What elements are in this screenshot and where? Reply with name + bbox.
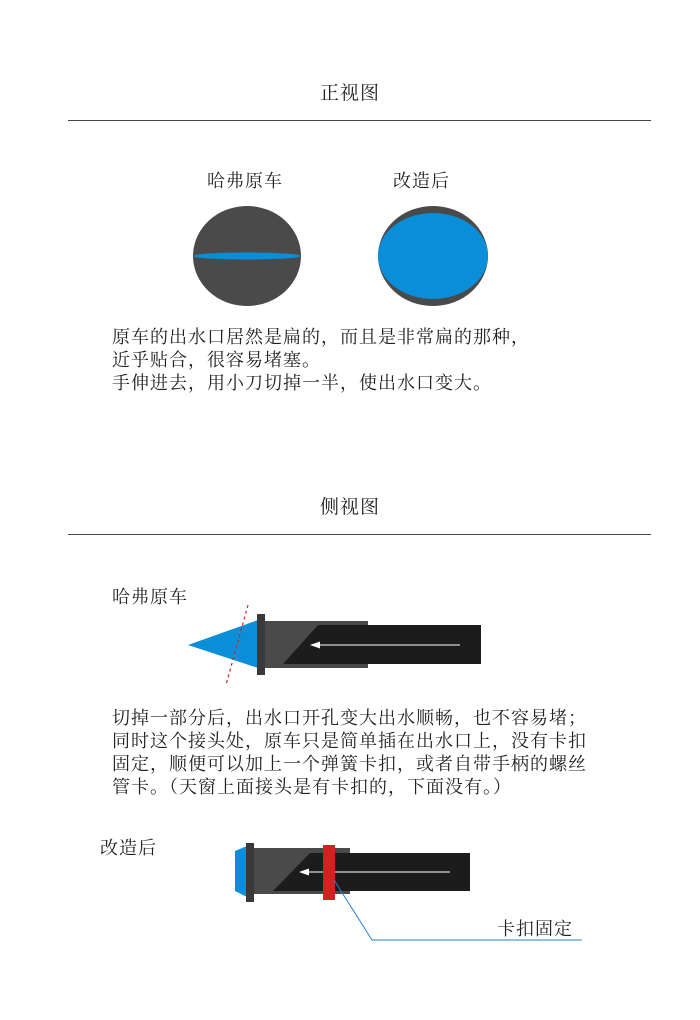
side-original-assembly xyxy=(188,605,481,685)
nozzle-flange-original xyxy=(257,614,265,675)
front-modified-outlet xyxy=(378,206,488,306)
side-view-title: 侧视图 xyxy=(319,496,380,518)
flat-water-slit xyxy=(193,253,301,260)
description-line: 管卡。（天窗上面接头是有卡扣的，下面没有。） xyxy=(112,777,512,798)
front-modified-label: 改造后 xyxy=(393,171,450,192)
front-original-label: 哈弗原车 xyxy=(207,171,283,192)
enlarged-water-opening xyxy=(378,213,488,299)
description-line: 固定，顺便可以加上一个弹簧卡扣，或者自带手柄的螺丝 xyxy=(112,754,587,775)
side-view-description xyxy=(112,707,587,799)
description-line: 同时这个接头处，原车只是简单插在出水口上，没有卡扣 xyxy=(112,731,587,752)
description-line: 原车的出水口居然是扁的，而且是非常扁的那种， xyxy=(112,327,530,348)
spring-clip xyxy=(323,845,335,900)
description-line: 近乎贴合，很容易堵塞。 xyxy=(112,350,321,371)
front-view-description xyxy=(112,326,530,395)
side-original-label: 哈弗原车 xyxy=(112,587,188,608)
nozzle-tip-modified xyxy=(235,846,247,897)
description-line: 切掉一部分后，出水口开孔变大出水顺畅，也不容易堵； xyxy=(112,708,587,729)
clip-fixed-label: 卡扣固定 xyxy=(497,919,573,940)
front-view-title: 正视图 xyxy=(319,82,380,104)
side-modified-label: 改造后 xyxy=(100,838,157,859)
description-line: 手伸进去，用小刀切掉一半，使出水口变大。 xyxy=(112,373,492,394)
nozzle-tip-original xyxy=(188,620,258,668)
side-view-divider xyxy=(68,534,651,535)
front-original-outlet xyxy=(193,206,301,306)
nozzle-flange-modified xyxy=(246,843,254,902)
